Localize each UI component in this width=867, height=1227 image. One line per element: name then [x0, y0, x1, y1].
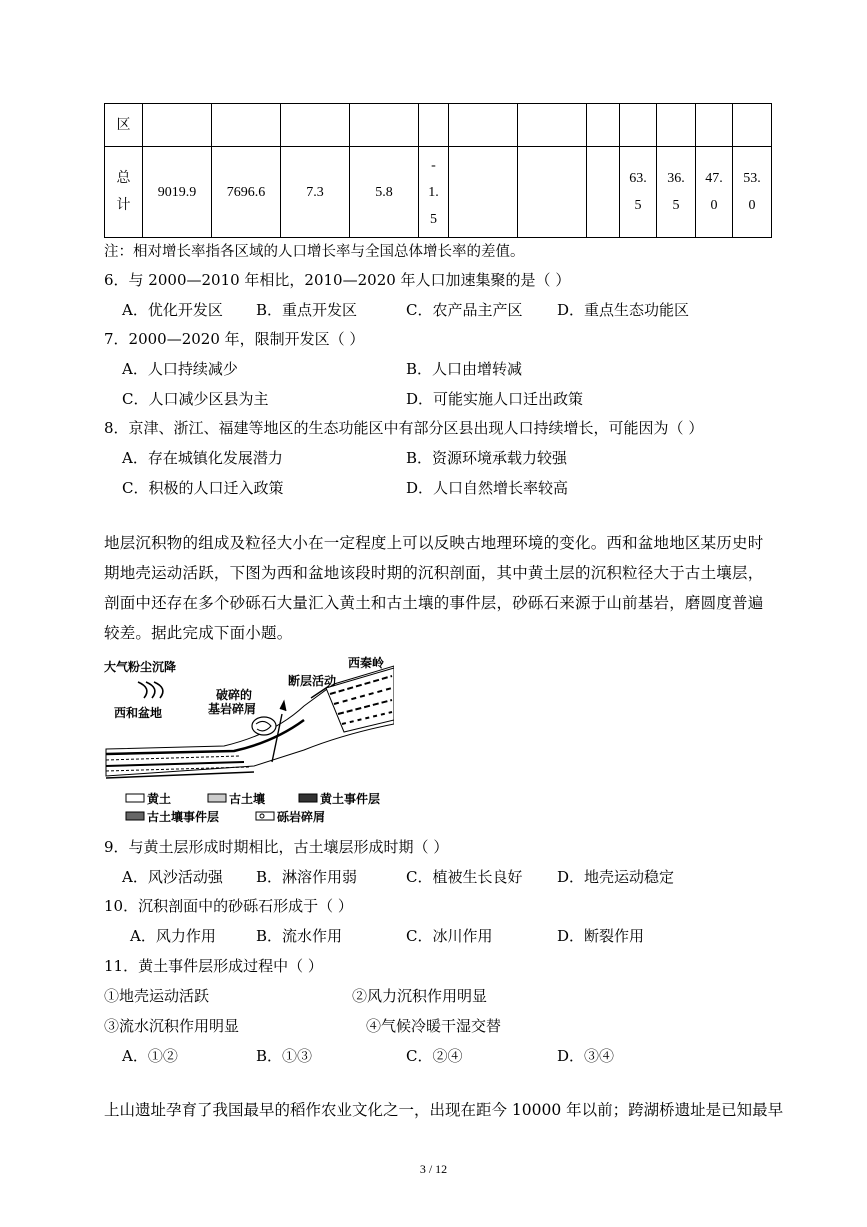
question-7-stem: 7．2000—2020 年，限制开发区（ ）	[104, 330, 365, 348]
table-cell: 63.5	[620, 147, 657, 238]
label-fault: 断层活动	[288, 674, 337, 688]
question-9-stem: 9．与黄土层形成时期相比，古土壤层形成时期（ ）	[104, 838, 449, 856]
table-cell	[419, 104, 449, 147]
q11-statement-3: ③流水沉积作用明显	[104, 1017, 240, 1035]
label-broken: 破碎的	[216, 688, 253, 702]
table-cell-label: 区	[105, 104, 143, 147]
q11-option-d[interactable]: D．③④	[557, 1047, 615, 1065]
table-cell	[143, 104, 212, 147]
sediment-profile-figure	[104, 654, 394, 824]
legend-loess: 黄土	[147, 792, 172, 806]
question-8-stem: 8．京津、浙江、福建等地区的生态功能区中有部分区县出现人口持续增长，可能因为（ ）	[104, 419, 704, 437]
table-cell: 53.0	[733, 147, 772, 238]
table-cell	[587, 147, 620, 238]
q8-option-c[interactable]: C．积极的人口迁入政策	[122, 479, 284, 497]
q10-option-d[interactable]: D．断裂作用	[557, 927, 645, 945]
q9-option-c[interactable]: C．植被生长良好	[406, 868, 523, 886]
label-mountain: 西秦岭	[348, 656, 385, 670]
q11-option-a[interactable]: A．①②	[122, 1047, 178, 1065]
label-dust: 大气粉尘沉降	[104, 660, 177, 674]
q11-statement-1: ①地壳运动活跃	[104, 987, 210, 1005]
question-6-stem: 6．与 2000—2010 年相比，2010—2020 年人口加速集聚的是（ ）	[104, 271, 571, 289]
q11-option-c[interactable]: C．②④	[406, 1047, 463, 1065]
q10-option-c[interactable]: C．冰川作用	[406, 927, 493, 945]
table-cell	[350, 104, 419, 147]
question-10-stem: 10．沉积剖面中的砂砾石形成于（ ）	[104, 897, 353, 915]
label-bedrock: 基岩碎屑	[208, 702, 257, 716]
q7-option-d[interactable]: D．可能实施人口迁出政策	[406, 390, 584, 408]
q7-option-c[interactable]: C．人口减少区县为主	[122, 390, 269, 408]
table-cell: 7.3	[281, 147, 350, 238]
page-number: 3 / 12	[419, 1162, 448, 1176]
q6-option-a[interactable]: A．优化开发区	[122, 301, 223, 319]
table-cell	[281, 104, 350, 147]
table-cell	[620, 104, 657, 147]
q8-option-d[interactable]: D．人口自然增长率较高	[406, 479, 569, 497]
q8-option-b[interactable]: B．资源环境承载力较强	[406, 449, 568, 467]
label-basin: 西和盆地	[114, 706, 163, 720]
q9-option-b[interactable]: B．淋溶作用弱	[256, 868, 358, 886]
table-cell-label: 总计	[105, 147, 143, 238]
q10-option-a[interactable]: A．风力作用	[130, 927, 216, 945]
q11-option-b[interactable]: B．①③	[256, 1047, 313, 1065]
table-cell: 9019.9	[143, 147, 212, 238]
q10-option-b[interactable]: B．流水作用	[256, 927, 343, 945]
legend-paleosol-event: 古土壤事件层	[147, 810, 220, 824]
q6-option-c[interactable]: C．农产品主产区	[406, 301, 523, 319]
table-cell	[518, 104, 587, 147]
table-cell	[733, 104, 772, 147]
q8-option-a[interactable]: A．存在城镇化发展潜力	[122, 449, 283, 467]
q9-option-d[interactable]: D．地壳运动稳定	[557, 868, 675, 886]
q11-statement-4: ④气候冷暖干湿交替	[366, 1017, 502, 1035]
table-cell	[587, 104, 620, 147]
q11-statement-2: ②风力沉积作用明显	[352, 987, 488, 1005]
table-cell	[449, 147, 518, 238]
table-cell: 5.8	[350, 147, 419, 238]
table-cell: -1.5	[419, 147, 449, 238]
table-cell	[696, 104, 733, 147]
next-passage-text: 上山遗址孕育了我国最早的稻作农业文化之一，出现在距今 10000 年以前；跨湖桥遗址是已知最早	[104, 1101, 784, 1119]
q7-option-a[interactable]: A．人口持续减少	[122, 360, 238, 378]
legend-loess-event: 黄土事件层	[320, 792, 381, 806]
table-cell: 36.5	[657, 147, 696, 238]
passage-text: 地层沉积物的组成及粒径大小在一定程度上可以反映古地理环境的变化。西和盆地地区某历史时期地壳运动活跃，下图为西和盆地该段时期的沉积剖面，其中黄土层的沉积粒径大于古土壤层，剖面中还存在多个砂砾石大量汇入黄土和古土壤的事件层，砂砾石来源于山前基岩，磨圆度普遍较差。据此完成下面小题。	[104, 534, 764, 642]
table-note: 注：相对增长率指各区域的人口增长率与全国总体增长率的差值。	[104, 244, 525, 260]
table-cell	[518, 147, 587, 238]
table-cell: 7696.6	[212, 147, 281, 238]
q7-option-b[interactable]: B．人口由增转减	[406, 360, 523, 378]
table-cell	[212, 104, 281, 147]
legend-paleosol: 古土壤	[229, 792, 266, 806]
q6-option-d[interactable]: D．重点生态功能区	[557, 301, 690, 319]
q9-option-a[interactable]: A．风沙活动强	[122, 868, 223, 886]
table-cell	[449, 104, 518, 147]
table-cell: 47.0	[696, 147, 733, 238]
question-11-stem: 11．黄土事件层形成过程中（ ）	[104, 957, 323, 975]
table-cell	[657, 104, 696, 147]
q6-option-b[interactable]: B．重点开发区	[256, 301, 358, 319]
legend-breccia: 砾岩碎屑	[277, 810, 326, 824]
population-table	[104, 103, 772, 238]
